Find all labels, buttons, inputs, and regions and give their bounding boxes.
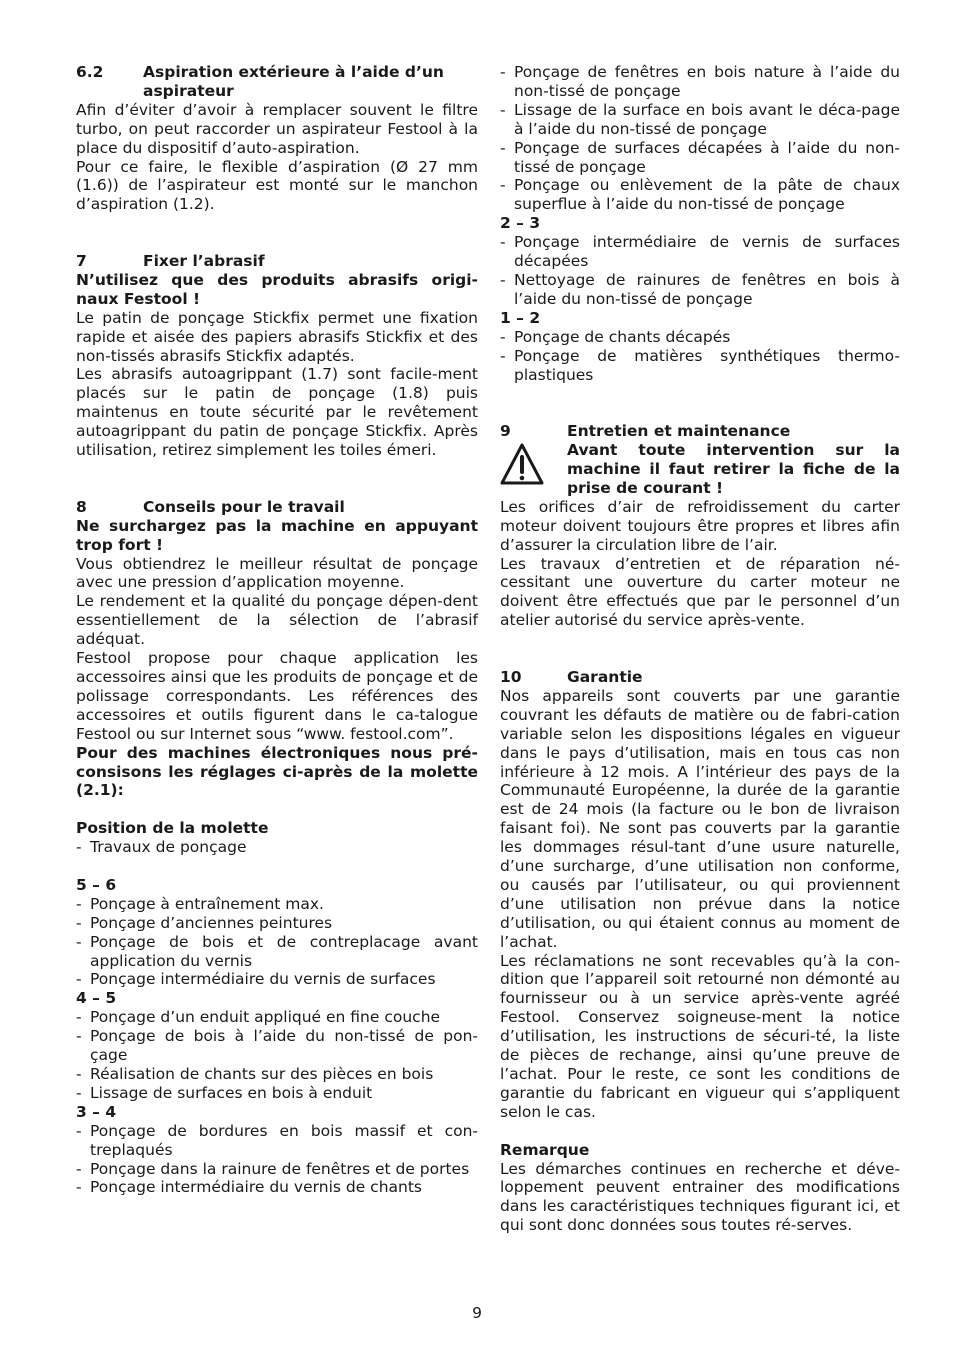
section-title: Entretien et maintenance: [567, 422, 791, 441]
paragraph: Pour ce faire, le flexible d’aspiration (Ø 27 mm (1.6)) de l’aspirateur est monté sur le manchon d’aspiration (1.2).: [76, 157, 478, 214]
list: [500, 63, 900, 214]
bold-notice: N’utilisez que des produits abrasifs origi-naux Festool !: [76, 270, 478, 308]
list-item: - Ponçage à entraînement max.: [76, 895, 478, 914]
section-number: 6.2: [76, 63, 104, 81]
list-item: - Ponçage de chants décapés: [500, 328, 900, 347]
page-number: 9: [472, 1304, 482, 1322]
subheading: Position de la molette: [76, 819, 269, 838]
setting-range-label: 1 – 2: [500, 308, 541, 327]
warning-text: Avant toute intervention sur la machine il faut retirer la fiche de la prise de courant !: [567, 441, 900, 497]
subheading: Remarque: [500, 1140, 590, 1159]
list-item: - Ponçage intermédiaire de vernis de surfaces décapées: [500, 233, 900, 271]
list-item: - Lissage de la surface en bois avant le déca-page à l’aide du non-tissé de ponçage: [500, 101, 900, 139]
section-heading-6-2: [76, 63, 478, 101]
paragraph: Vous obtiendrez le meilleur résultat de ponçage avec une pression d’application moyenne.: [76, 554, 478, 592]
paragraph: Afin d’éviter d’avoir à remplacer souvent le filtre turbo, on peut raccorder un aspirateur Festool à la place du dispositif d’auto-aspiration.: [76, 100, 478, 157]
paragraph: Les démarches continues en recherche et déve-loppement peuvent entrainer des modifications dans les caractéristiques techniques figurant ici, et qui sont donc données sous toutes ré-serves.: [500, 1159, 900, 1235]
section-heading-8: [76, 498, 478, 517]
list-item: - Ponçage de bois et de contreplacage avant application du vernis: [76, 933, 478, 971]
section-number: 10: [500, 667, 522, 686]
setting-range-label: 5 – 6: [76, 875, 117, 894]
bold-notice: Pour des machines électroniques nous pré-consisons les réglages ci-après de la molette (2.1):: [76, 743, 478, 800]
paragraph: Nos appareils sont couverts par une garantie couvrant les défauts de matière ou de fabri-cation variable selon les dispositions légales en vigueur dans le pays d’utilisation, mais en tous cas non inférieure à 12 mois. A l’intérieur des pays de la Communauté Européenne, la durée de la garantie est de 24 mois (la facture ou le bon de livraison faisant foi). Ne sont pas couverts par la garantie les dommages résul-tant d’une usure naturelle, d’une surcharge, d’une utilisation non conforme, ou causés par l’utilisateur, ou qui proviennent d’une utilisation non prévue dans la notice d’utilisation, ou qui étaient connus au moment de l’achat.: [500, 686, 900, 951]
list-item: - Ponçage de surfaces décapées à l’aide du non-tissé de ponçage: [500, 139, 900, 177]
list: [76, 1008, 478, 1103]
list: [76, 838, 478, 857]
section-number: 9: [500, 422, 511, 441]
setting-range-label: 2 – 3: [500, 214, 541, 233]
paragraph: Les abrasifs autoagrippant (1.7) sont facile-ment placés sur le patin de ponçage (1.8) puis maintenus en toute sécurité par le revêtement autoagrippant du patin de ponçage Stickfix. Après utilisation, retirez simplement les toiles émeri.: [76, 365, 478, 460]
section-heading-10: [500, 668, 900, 687]
list-item: - Ponçage de matières synthétiques thermo-plastiques: [500, 347, 900, 385]
section-heading-9: [500, 422, 900, 441]
section-title: Conseils pour le travail: [143, 497, 345, 516]
section-title: Aspiration extérieure à l’aide d’un aspirateur: [143, 63, 444, 100]
bold-notice: Ne surchargez pas la machine en appuyant trop fort !: [76, 516, 478, 554]
list-item: - Travaux de ponçage: [76, 838, 478, 857]
left-column: [76, 63, 478, 1197]
list: [500, 233, 900, 309]
list-item: - Nettoyage de rainures de fenêtres en bois à l’aide du non-tissé de ponçage: [500, 271, 900, 309]
warning-block: [500, 441, 900, 498]
list: [76, 1122, 478, 1198]
setting-range-label: 3 – 4: [76, 1102, 117, 1121]
list-item: - Ponçage d’un enduit appliqué en fine couche: [76, 1008, 478, 1027]
list-item: - Ponçage dans la rainure de fenêtres et de portes: [76, 1160, 478, 1179]
list-item: - Ponçage ou enlèvement de la pâte de chaux superflue à l’aide du non-tissé de ponçage: [500, 176, 900, 214]
list-item: - Ponçage intermédiaire du vernis de surfaces: [76, 970, 478, 989]
paragraph: Les travaux d’entretien et de réparation né-cessitant une ouverture du carter moteur ne doivent être effectués que par le personnel d’un atelier autorisé du service après-vente.: [500, 554, 900, 630]
list: [76, 895, 478, 990]
list-item: - Ponçage intermédiaire du vernis de chants: [76, 1178, 478, 1197]
list-item: - Lissage de surfaces en bois à enduit: [76, 1084, 478, 1103]
list-item: - Ponçage d’anciennes peintures: [76, 914, 478, 933]
list-item: - Ponçage de bois à l’aide du non-tissé de pon-çage: [76, 1027, 478, 1065]
paragraph: Les orifices d’air de refroidissement du carter moteur doivent toujours être propres et libres afin d’assurer la circulation libre de l’air.: [500, 497, 900, 554]
paragraph: Festool propose pour chaque application les accessoires ainsi que les produits de ponçage et de polissage correspondants. Les références des accessoires et outils figurent dans le ca-talogue Festool ou sur Internet sous “www. festool.com”.: [76, 649, 478, 743]
setting-range-label: 4 – 5: [76, 989, 117, 1008]
paragraph: Le rendement et la qualité du ponçage dépen-dent essentiellement de la sélection de l’abrasif adéquat.: [76, 592, 478, 649]
paragraph: Les réclamations ne sont recevables qu’à la con-dition que l’appareil soit retourné non démonté au fournisseur ou à un service après-vente agréé Festool. Conservez soigneuse-ment la notice d’utilisation, les instructions de sécuri-té, la liste de pièces de rechange, ainsi qu’une preuve de l’achat. Pour le reste, ce sont les conditions de garantie du fabricant en vigueur qui s’appliquent selon le cas.: [500, 951, 900, 1121]
section-heading-7: [76, 252, 478, 271]
list: [500, 328, 900, 385]
warning-triangle-icon: [500, 443, 544, 485]
section-title: Garantie: [567, 667, 643, 686]
section-title: Fixer l’abrasif: [143, 252, 265, 271]
paragraph: Le patin de ponçage Stickfix permet une fixation rapide et aisée des papiers abrasifs Stickfix et des non-tissés abrasifs Stickfix adaptés.: [76, 308, 478, 365]
section-number: 7: [76, 252, 87, 271]
right-column: [500, 63, 900, 1235]
list-item: - Ponçage de bordures en bois massif et con-treplaqués: [76, 1122, 478, 1160]
section-number: 8: [76, 497, 87, 516]
list-item: - Ponçage de fenêtres en bois nature à l’aide du non-tissé de ponçage: [500, 63, 900, 101]
list-item: - Réalisation de chants sur des pièces en bois: [76, 1065, 478, 1084]
